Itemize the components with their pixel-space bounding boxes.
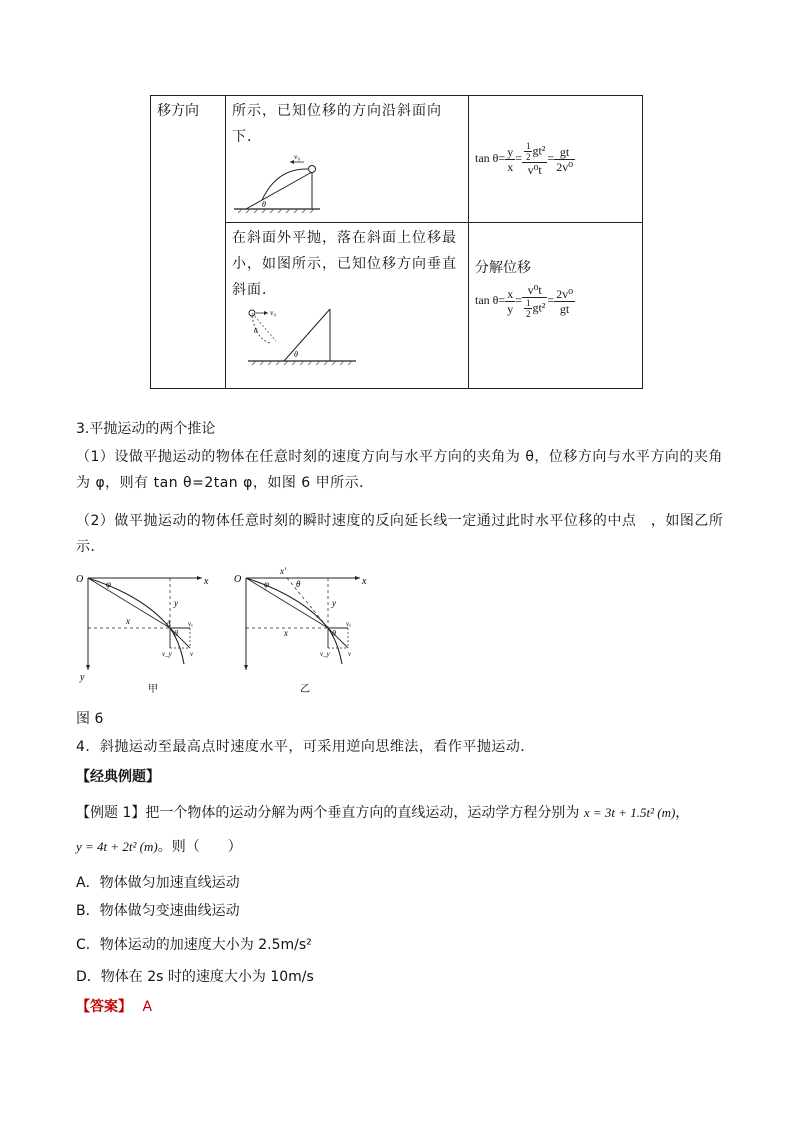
fig-right-vx: vₓ	[346, 620, 352, 628]
fig-right-theta: θ	[332, 629, 336, 638]
row2-method: 分解位移	[475, 260, 531, 276]
g1-num: x	[507, 286, 514, 301]
figure-6-left	[76, 574, 209, 695]
f2-num-b: 2	[525, 152, 531, 162]
row1-desc: 所示，已知位移的方向沿斜面向下．	[232, 103, 442, 145]
row1-desc-cell	[226, 96, 469, 223]
fig-left-caption: 甲	[148, 684, 158, 695]
row2-formula-cell	[469, 223, 643, 389]
fig-left-ylabel: y	[174, 598, 178, 608]
fig-right-ylabel: y	[332, 598, 336, 608]
fig-right-theta-top: θ	[296, 579, 301, 589]
fig-right-phi: φ	[264, 579, 269, 589]
eq-y: y = 4t + 2t² (m)	[76, 839, 158, 854]
figure-6-right	[234, 566, 367, 695]
fig-right-O: O	[234, 574, 242, 585]
fig-left-vx: vₓ	[188, 620, 194, 628]
example-eq-y-line	[76, 834, 736, 860]
fig-right-caption: 乙	[300, 684, 310, 695]
eq-x: x = 3t + 1.5t² (m)	[583, 805, 676, 820]
fig-left-vy: v_y	[162, 650, 172, 658]
option-b: B．物体做匀变速曲线运动	[76, 903, 240, 919]
fig-right-vy: v_y	[320, 650, 330, 658]
fig-right-xlabel: x	[284, 628, 288, 638]
answer-label: 【答案】	[76, 999, 132, 1015]
f3-num: gt	[554, 145, 575, 160]
g1-den: y	[507, 301, 514, 316]
g2-den-c: gt²	[532, 300, 546, 315]
row1-formula-cell	[469, 96, 643, 223]
option-d: D．物体在 2s 时的速度大小为 10m/s	[76, 969, 314, 985]
section3-title: 3.平抛运动的两个推论	[76, 421, 216, 437]
row1-formula: tan θ= $\frac{y}{x}$ = $\frac{1}{2}$ gt² v⁰t = $\frac{gt}{\text{2v⁰}}$	[475, 141, 573, 177]
incline-projectile-figure	[232, 152, 332, 214]
formula-prefix: tan θ=	[475, 150, 506, 165]
fig-right-xprime: x′	[280, 566, 286, 576]
fig-left-O: O	[76, 574, 84, 585]
f1-num: y	[507, 144, 514, 159]
g2-den-a: 1	[525, 298, 531, 308]
f3-den: 2v⁰	[556, 159, 573, 174]
formula2-prefix: tan θ=	[475, 292, 506, 307]
option-c: C．物体运动的加速度大小为 2.5m/s²	[76, 937, 312, 953]
example-stem: 把一个物体的运动分解为两个垂直方向的直线运动，运动学方程分别为	[145, 805, 580, 821]
answer-value: A	[142, 999, 153, 1015]
fig-right-x-axis: x	[362, 576, 367, 587]
fig-left-y-axis: y	[80, 672, 85, 683]
example-stem-line: 【例题 1】把一个物体的运动分解为两个垂直方向的直线运动，运动学方程分别为 x = 3t + 1.5t² (m)，	[76, 805, 690, 821]
g2-den-b: 2	[525, 309, 531, 319]
row2-desc-cell	[226, 223, 469, 389]
option-a: A．物体做匀加速直线运动	[76, 875, 240, 891]
fig-left-v: v	[190, 650, 194, 658]
fig-left-A: A	[166, 619, 171, 628]
section3-p1: （1）设做平抛运动的物体在任意时刻的速度方向与水平方向的夹角为 θ，位移方向与水平方向的夹角为 φ，则有 tan θ=2tan φ，如图 6 甲所示．	[76, 449, 723, 491]
fig-left-xlabel: x	[126, 616, 130, 626]
fig-left-phi: φ	[106, 579, 111, 589]
fig2-theta-label: θ	[254, 327, 258, 335]
row-label-cell	[151, 96, 226, 389]
f1-den: x	[507, 159, 514, 174]
row2-formula: tan θ= $\frac{x}{y}$ = v⁰t $\frac{1}{2}$ gt² = $\frac{\text{2v⁰}}{gt}$	[475, 283, 573, 319]
row2-desc: 在斜面外平抛，落在斜面上位移最小，如图所示，已知位移方向垂直斜面．	[232, 230, 457, 298]
section4: 4．斜抛运动至最高点时速度水平，可采用逆向思维法，看作平抛运动．	[76, 739, 535, 755]
fig2-v0-label: v₀	[270, 309, 276, 317]
g3-den: gt	[559, 301, 570, 316]
fig-right-v: v	[348, 650, 352, 658]
f2-num-c: gt²	[532, 143, 546, 158]
fig-theta-label: θ	[262, 200, 266, 209]
classic-header: 【经典例题】	[76, 769, 160, 785]
method-table	[150, 95, 643, 389]
fig-v0-label: v₀	[294, 153, 300, 161]
example-then: 。则（ ）	[157, 839, 242, 855]
figure-6-label: 图 6	[76, 711, 104, 727]
outside-incline-figure	[244, 305, 364, 367]
section3-p2: （2）做平抛运动的物体任意时刻的瞬时速度的反向延长线一定通过此时水平位移的中点 ，如图乙所示．	[76, 513, 724, 555]
figure-6	[74, 566, 384, 698]
f2-num-a: 1	[525, 141, 531, 151]
example-label: 【例题 1】	[76, 805, 146, 821]
f2-den: v⁰t	[527, 163, 542, 177]
g2-num: v⁰t	[522, 283, 547, 298]
g3-num: 2v⁰	[556, 286, 573, 301]
answer-line	[76, 994, 736, 1020]
fig-left-x-axis: x	[204, 576, 209, 587]
fig-left-theta: θ	[174, 629, 178, 638]
fig2-theta2-label: θ	[294, 350, 298, 359]
row-label: 移方向	[157, 103, 199, 119]
